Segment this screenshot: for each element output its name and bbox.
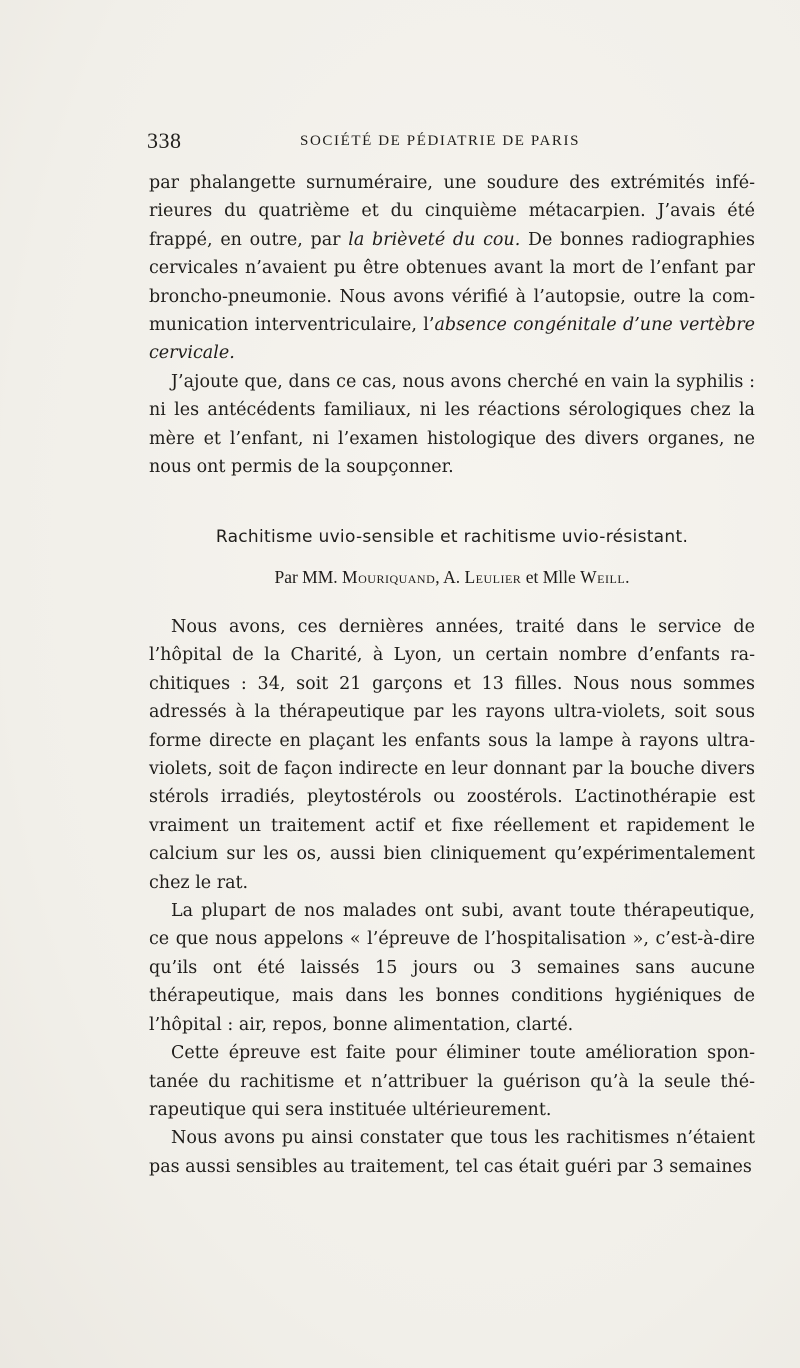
author-name: Leulier: [464, 567, 522, 587]
paragraph: J’ajoute que, dans ce cas, nous avons cherché en vain la syphilis : ni les antécédents familiaux, ni les réactions sérologiques chez la mère et l’enfant, ni l’examen histologique des divers organes, ne nous ont permis de la soupçonner.: [149, 371, 755, 478]
article-title: Rachitisme uvio-sensible et rachitisme uvio-résistant.: [215, 527, 689, 547]
running-title: SOCIÉTÉ DE PÉDIATRIE DE PARIS: [300, 133, 581, 149]
continuation-text: [149, 169, 755, 481]
byline-prefix: Par MM.: [274, 567, 343, 587]
text-run: l’: [423, 315, 435, 336]
author-name: Mouriquand: [342, 567, 436, 587]
paragraph: Nous avons pu ainsi constater que tous les rachitismes n’étaient pas aussi sensibles au traitement, tel cas était guéri par 3 semaines: [149, 1128, 755, 1177]
article-byline: [149, 567, 755, 588]
byline-suffix: .: [625, 567, 630, 587]
byline-separator: , A.: [435, 567, 465, 587]
article-body: [149, 613, 755, 1181]
paragraph: Cette épreuve est faite pour éliminer toute amélioration spontanée du rachitisme et n’attribuer la guérison qu’à la seule thérapeutique qui sera instituée ultérieurement.: [149, 1043, 755, 1120]
running-head: [147, 128, 757, 158]
text-run: De bonnes radiographies cervicales n’avaient pu être obtenues avant la mort de l’enfant par broncho-pneumonie. Nous avons vérifié à l’autopsie, outre la communication interventriculaire,: [149, 229, 756, 336]
paragraph: [149, 169, 755, 368]
text-run: par phalangette surnuméraire, une soudure des extrémités inférieures du quatrième et du cinquième métacarpien. J’avais été frappé, en outre, par: [149, 173, 755, 250]
page-number: 338: [147, 128, 182, 153]
paragraph: Nous avons, ces dernières années, traité dans le service de l’hôpital de la Charité, à Lyon, un certain nombre d’enfants rachitiques : 34, soit 21 garçons et 13 filles. Nous nous sommes adressés à la thérapeutique par les rayons ultra-violets, soit sous forme directe en plaçant les enfants sous la lampe à rayons ultra-violets, soit de façon indirecte en leur donnant par la bouche divers stérols irradiés, pleytostérols ou zoostérols. L’actinothérapie est vraiment un traitement actif et fixe réellement et rapidement le calcium sur les os, aussi bien cliniquement qu’expérimentalement chez le rat.: [149, 617, 755, 893]
italic-text: la brièveté du cou.: [348, 229, 521, 250]
byline-separator: et Mlle: [521, 567, 581, 587]
italic-text: absence congénitale d’une vertèbre cervicale.: [149, 315, 755, 364]
paragraph: La plupart de nos malades ont subi, avant toute thérapeutique, ce que nous appelons « l’épreuve de l’hospitalisation », c’est-à-dire qu’ils ont été laissés 15 jours ou 3 semaines sans aucune thérapeutique, mais dans les bonnes conditions hygiéniques de l’hôpital : air, repos, bonne alimentation, clarté.: [149, 901, 755, 1035]
author-name: Weill: [580, 567, 626, 587]
